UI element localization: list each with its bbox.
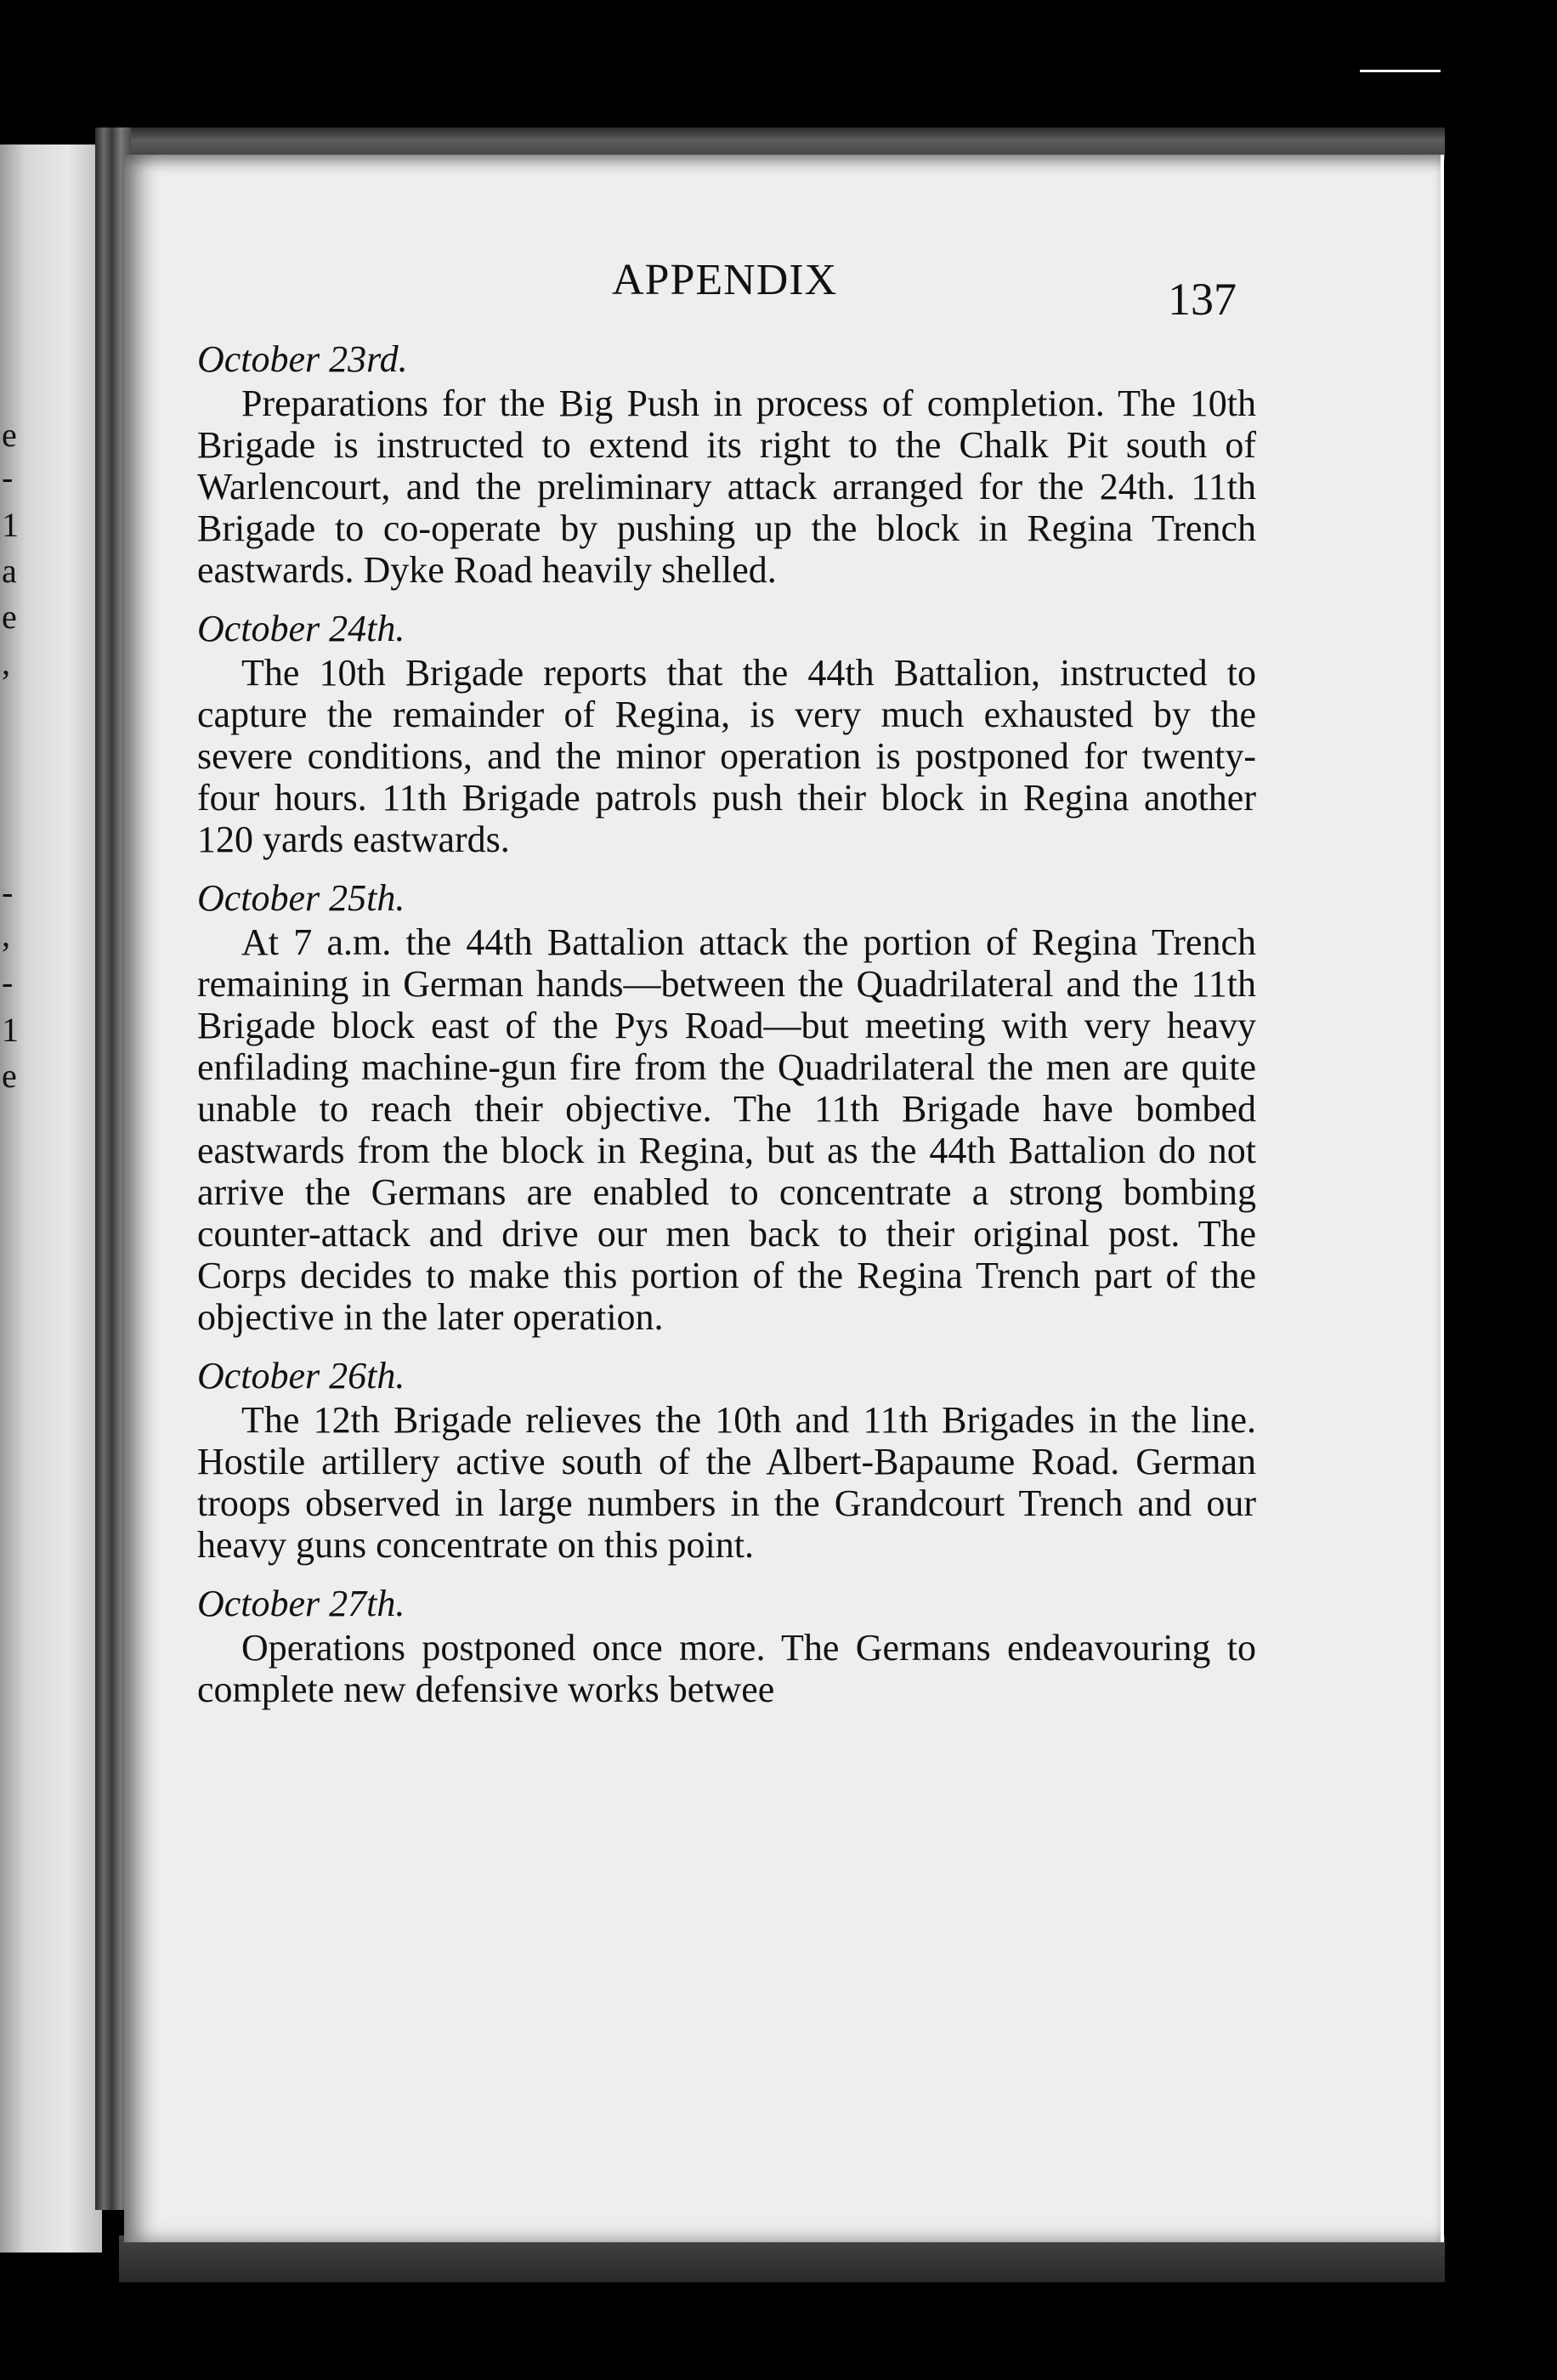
previous-page-edge: [0, 144, 102, 2252]
previous-page-fragment: a: [2, 552, 17, 590]
previous-page-fragment: 1: [2, 1011, 19, 1049]
previous-page-fragment: -: [2, 458, 14, 496]
previous-page-fragment: e: [2, 416, 17, 454]
previous-page-fragment: e: [2, 598, 17, 636]
entry-paragraph: Preparations for the Big Push in process of completion. The 10th Brigade is instructed to extend its right to the Chalk Pit south of Warlencourt, and the preliminary attack arranged for the 24th. 11th Brigade to co-operate by pushing up the block in Regina Trench eastwards. Dyke Road heavily shelled.: [197, 382, 1256, 591]
running-head: APPENDIX: [612, 256, 838, 304]
entry-paragraph: The 10th Brigade reports that the 44th Battalion, instructed to capture the remainder of Regina, is very much exhausted by the severe conditions, and the minor operation is postponed for twenty-four hours. 11th Brigade patrols push their block in Regina another 120 yards eastwards.: [197, 652, 1256, 860]
entry-paragraph: At 7 a.m. the 44th Battalion attack the portion of Regina Trench remaining in German hands—between the Quadrilateral and the 11th Brigade block east of the Pys Road—but meeting with very heavy enfilading machine-gun fire from the Quadrilateral the men are quite unable to reach their objective. The 11th Brigade have bombed eastwards from the block in Regina, but as the 44th Battalion do not arrive the Germans are enabled to concentrate a strong bombing counter-attack and drive our men back to their original post. The Corps decides to make this portion of the Regina Trench part of the objective in the later operation.: [197, 921, 1256, 1338]
entry-date: October 26th.: [197, 1355, 405, 1397]
entry-date: October 24th.: [197, 608, 405, 649]
entry-date: October 27th.: [197, 1583, 405, 1624]
entry-date: October 25th.: [197, 877, 405, 919]
previous-page-fragment: -: [2, 873, 14, 911]
previous-page-fragment: e: [2, 1057, 17, 1095]
diary-body: [197, 338, 1256, 1710]
entry-date: October 23rd.: [197, 338, 408, 380]
previous-page-fragment: 1: [2, 506, 19, 544]
page-number: 137: [1168, 274, 1237, 325]
scan-corner-mark: [1360, 70, 1441, 72]
entry-paragraph: Operations postponed once more. The Germans endeavouring to complete new defensive works betwee: [197, 1627, 1256, 1710]
page-right-edge: [1441, 155, 1444, 2242]
previous-page-fragment: ,: [2, 643, 10, 682]
entry-paragraph: The 12th Brigade relieves the 10th and 11th Brigades in the line. Hostile artillery active south of the Albert-Bapaume Road. German troops observed in large numbers in the Grandcourt Trench and our heavy guns concentrate on this point.: [197, 1399, 1256, 1566]
previous-page-fragment: ,: [2, 915, 10, 954]
bottom-page-stack-edge: [119, 2236, 1445, 2282]
previous-page-fragment: -: [2, 963, 14, 1001]
